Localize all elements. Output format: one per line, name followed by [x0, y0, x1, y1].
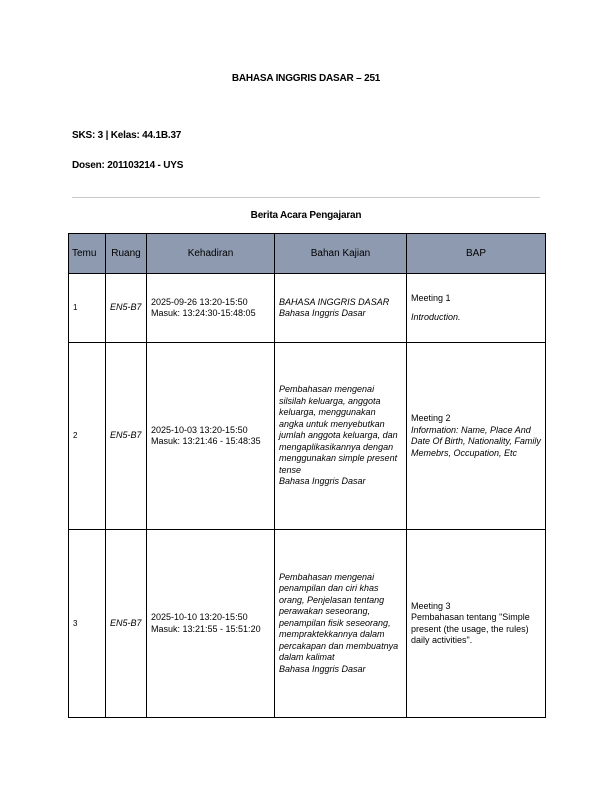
bahan-kajian-cell — [275, 530, 407, 718]
header-temu: Temu — [69, 234, 106, 274]
bahan-kajian-text: BAHASA INGGRIS DASAR — [279, 296, 390, 307]
header-bahan-kajian: Bahan Kajian — [275, 234, 407, 274]
bahan-kajian-text: Pembahasan mengenai penampilan dan ciri khas orang, Penjelasan tentang perawakan seseorang, penampilan fisik seseorang, mempraktekkannya dalam percakapan dan membuatnya dalam kalimat — [279, 571, 399, 663]
temu-cell: 2 — [69, 343, 106, 530]
table-row — [69, 274, 546, 343]
kehadiran-masuk: Masuk: 13:21:46 - 15:48:35 — [151, 436, 261, 446]
document-title: BAHASA INGGRIS DASAR – 251 — [231, 73, 381, 84]
kehadiran-cell — [147, 530, 275, 718]
bap-meeting-title: Meeting 1 — [411, 292, 451, 303]
kehadiran-masuk: Masuk: 13:21:55 - 15:51:20 — [151, 623, 261, 634]
divider — [72, 197, 540, 198]
header-ruang: Ruang — [106, 234, 147, 274]
bap-meeting-title: Meeting 3 — [411, 600, 451, 611]
bap-cell — [407, 530, 546, 718]
header-kehadiran: Kehadiran — [147, 234, 275, 274]
section-title: Berita Acara Pengajaran — [250, 210, 362, 221]
bahan-kajian-sub: Bahasa Inggris Dasar — [279, 663, 366, 674]
bap-table — [68, 233, 546, 718]
bap-meeting-title: Meeting 2 — [411, 413, 451, 423]
header-bap: BAP — [407, 234, 546, 274]
temu-cell: 3 — [69, 530, 106, 718]
bap-text: Pembahasan tentang "Simple present (the usage, the rules) daily activities". — [411, 612, 530, 645]
table-header-row — [69, 234, 546, 274]
kehadiran-jadwal: 2025-09-26 13:20-15:50 — [151, 296, 248, 307]
bap-cell — [407, 274, 546, 343]
ruang-cell: EN5-B7 — [106, 274, 147, 343]
sks-kelas-line: SKS: 3 | Kelas: 44.1B.37 — [72, 130, 182, 141]
bahan-kajian-sub: Bahasa Inggris Dasar — [279, 308, 366, 318]
kehadiran-jadwal: 2025-10-10 13:20-15:50 — [151, 612, 248, 622]
table-row — [69, 343, 546, 530]
kehadiran-jadwal: 2025-10-03 13:20-15:50 — [151, 424, 248, 435]
kehadiran-cell — [147, 343, 275, 530]
table-row — [69, 530, 546, 718]
kehadiran-masuk: Masuk: 13:24:30-15:48:05 — [151, 308, 256, 318]
kehadiran-cell — [147, 274, 275, 343]
bap-text: Information: Name, Place And Date Of Birth, Nationality, Family Memebrs, Occupation, Etc — [411, 424, 541, 458]
dosen-line: Dosen: 201103214 - UYS — [72, 160, 184, 171]
temu-cell: 1 — [69, 274, 106, 343]
bahan-kajian-cell — [275, 343, 407, 530]
bahan-kajian-cell — [275, 274, 407, 343]
bap-cell — [407, 343, 546, 530]
bahan-kajian-sub: Bahasa Inggris Dasar — [279, 476, 366, 487]
bahan-kajian-text: Pembahasan mengenai silsilah keluarga, anggota keluarga, menggunakan angka untuk menyebutkan jumlah anggota keluarga, dan mengaplikasikannya dengan menggunakan simple present tense — [279, 384, 398, 475]
ruang-cell: EN5-B7 — [106, 530, 147, 718]
bap-text: Introduction. — [411, 312, 461, 322]
ruang-cell: EN5-B7 — [106, 343, 147, 530]
